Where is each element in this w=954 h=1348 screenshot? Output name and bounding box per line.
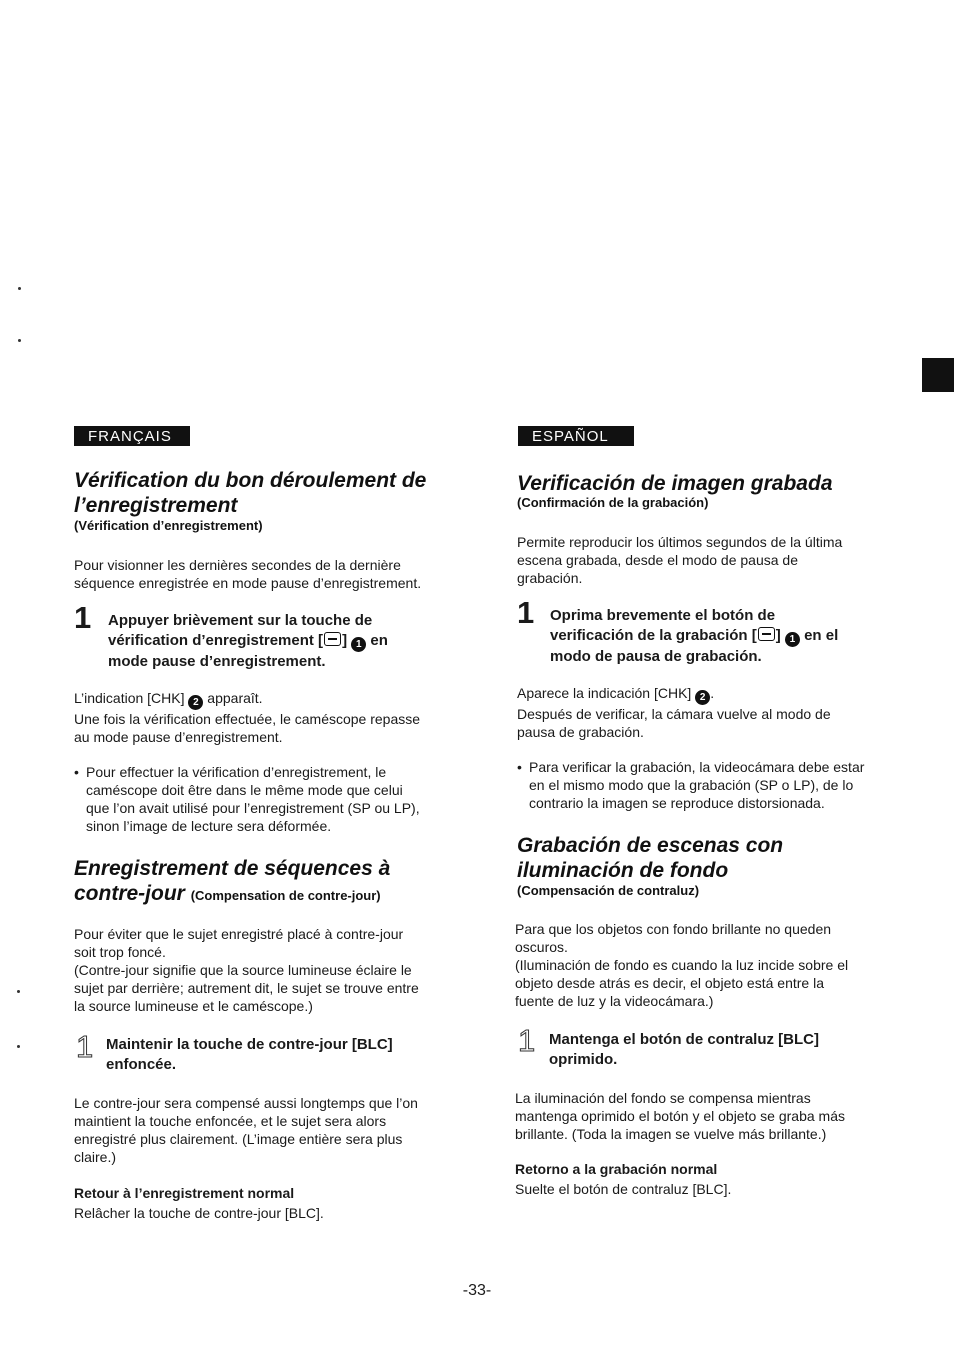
text-fragment: Aparece la indicación [CHK]	[517, 685, 696, 701]
section-title-backlight	[74, 856, 484, 908]
text-line: caméscope doit être dans le même mode que celui	[86, 782, 403, 798]
text-line: Para que los objetos con fondo brillante no queden	[515, 921, 832, 937]
check-button-icon	[758, 627, 775, 641]
section-title-verification: Verificación de imagen grabada	[517, 472, 833, 495]
text-line: soit trop foncé.	[74, 944, 166, 960]
text-fragment: L’indication [CHK]	[74, 690, 189, 706]
text-line: (Contre-jour signifie que la source lumineuse éclaire le	[74, 962, 412, 978]
text-line: au mode pause d’enregistrement.	[74, 729, 283, 745]
note-bullet	[74, 763, 476, 835]
marker-two-icon: 2	[188, 695, 203, 710]
step-number: 1	[76, 1029, 94, 1064]
text-line: Oprima brevemente el botón de	[550, 607, 776, 624]
title-line: Vérification du bon déroulement de	[74, 469, 427, 492]
text-line: en el mismo modo que la grabación (SP o LP), de lo	[529, 777, 854, 793]
text-line	[517, 684, 907, 705]
text-line: brillante. (Toda la imagen se vuelve más brillante.)	[515, 1126, 827, 1142]
text-fragment: ]	[775, 627, 781, 644]
text-line: contrario la imagen se reproduce distorsionada.	[529, 795, 825, 811]
section-title-backlight	[517, 833, 917, 883]
return-text: Relâcher la touche de contre-jour [BLC].	[74, 1205, 324, 1221]
text-fragment: ]	[342, 632, 348, 649]
text-fragment: contre-jour	[74, 882, 185, 905]
text-line: séquence enregistrée en mode pause d’enregistrement.	[74, 575, 422, 591]
text-line: Une fois la vérification effectuée, le caméscope repasse	[74, 711, 421, 727]
section-subtitle: (Vérification d’enregistrement)	[74, 518, 263, 533]
text-line: Mantenga el botón de contraluz [BLC]	[549, 1031, 819, 1048]
title-line: Enregistrement de séquences à	[74, 857, 391, 880]
step-result	[517, 684, 907, 741]
language-label-french: FRANÇAIS	[74, 426, 190, 446]
text-line: (Iluminación de fondo es cuando la luz incide sobre el	[515, 957, 849, 973]
step-instruction	[106, 1035, 466, 1075]
margin-dot	[17, 1045, 20, 1048]
step-number: 1	[74, 600, 92, 635]
text-line: Permite reproducir los últimos segundos de la última	[517, 534, 843, 550]
text-line: fuente de luz y la videocámara.)	[515, 993, 714, 1009]
text-line: enfoncée.	[106, 1056, 177, 1073]
text-line: objeto desde atrás es decir, el objeto está entre la	[515, 975, 824, 991]
intro-paragraph	[74, 925, 474, 1015]
text-line: Pour éviter que le sujet enregistré placé à contre-jour	[74, 926, 404, 942]
text-line: • Para verificar la grabación, la videocámara debe estar	[529, 759, 865, 775]
title-line: iluminación de fondo	[517, 859, 729, 882]
margin-dot	[18, 287, 21, 290]
text-line: pausa de grabación.	[517, 724, 644, 740]
section-subtitle: (Confirmación de la grabación)	[517, 495, 709, 510]
text-line: claire.)	[74, 1149, 117, 1165]
margin-dot	[17, 990, 20, 993]
intro-paragraph	[515, 920, 905, 1010]
text-line: mode pause d’enregistrement.	[108, 653, 326, 670]
section-subtitle: (Compensation de contre-jour)	[190, 888, 381, 903]
title-line: l’enregistrement	[74, 494, 238, 517]
marker-two-icon: 2	[695, 690, 710, 705]
text-line	[550, 626, 910, 647]
step-instruction	[550, 606, 910, 667]
text-line: sujet par derrière; autrement dit, le sujet se trouve entre	[74, 980, 419, 996]
step-instruction	[108, 611, 468, 672]
text-line: maintient la touche enfoncée, et le sujet sera alors	[74, 1113, 387, 1129]
text-fragment: verificación de la grabación [	[550, 627, 757, 644]
text-line: mantenga oprimido el botón y el objeto se graba más	[515, 1108, 845, 1124]
step-instruction	[549, 1030, 909, 1070]
text-line	[74, 689, 474, 710]
text-line: sinon l’image de lecture sera déformée.	[86, 818, 332, 834]
section-title-verification	[74, 468, 474, 518]
text-line: oscuros.	[515, 939, 568, 955]
text-line: grabación.	[517, 570, 583, 586]
language-label-spanish: ESPAÑOL	[518, 426, 634, 446]
text-fragment: apparaît.	[203, 690, 263, 706]
text-fragment: en	[366, 632, 388, 649]
step-number: 1	[517, 595, 535, 630]
text-fragment: en el	[799, 627, 839, 644]
note-bullet	[517, 758, 914, 812]
marker-one-icon: 1	[351, 637, 366, 652]
return-heading: Retour à l’enregistrement normal	[74, 1185, 295, 1201]
text-line: Appuyer brièvement sur la touche de	[108, 612, 373, 629]
text-fragment: vérification d’enregistrement [	[108, 632, 324, 649]
margin-dot	[18, 339, 21, 342]
step-number: 1	[518, 1023, 536, 1058]
page-number: -33-	[462, 1282, 492, 1299]
text-line: La iluminación del fondo se compensa mientras	[515, 1090, 811, 1106]
text-line: • Pour effectuer la vérification d’enregistrement, le	[86, 764, 387, 780]
text-line: Maintenir la touche de contre-jour [BLC]	[106, 1036, 393, 1053]
intro-paragraph	[74, 556, 474, 592]
title-line	[74, 881, 484, 908]
step-result	[74, 689, 474, 746]
marker-one-icon: 1	[785, 632, 800, 647]
text-line	[108, 631, 468, 652]
text-line: que l’on avait utilisé pour l’enregistrement (SP ou LP),	[86, 800, 420, 816]
text-fragment: .	[710, 685, 715, 701]
step-result	[74, 1094, 474, 1166]
step-result	[515, 1089, 905, 1143]
page-edge-tab	[922, 358, 954, 392]
text-line: enregistré plus clairement. (L’image entière sera plus	[74, 1131, 403, 1147]
check-button-icon	[324, 632, 341, 646]
return-text: Suelte el botón de contraluz [BLC].	[515, 1181, 732, 1197]
text-line: Después de verificar, la cámara vuelve al modo de	[517, 706, 831, 722]
title-line: Grabación de escenas con	[517, 834, 784, 857]
text-line: escena grabada, desde el modo de pausa de	[517, 552, 798, 568]
text-line: modo de pausa de grabación.	[550, 648, 762, 665]
text-line: Pour visionner les dernières secondes de la dernière	[74, 557, 401, 573]
text-line: Le contre-jour sera compensé aussi longtemps que l’on	[74, 1095, 418, 1111]
text-line: la source lumineuse et le caméscope.)	[74, 998, 313, 1014]
return-heading: Retorno a la grabación normal	[515, 1161, 718, 1177]
section-subtitle: (Compensación de contraluz)	[517, 883, 700, 898]
intro-paragraph	[517, 533, 907, 587]
text-line: oprimido.	[549, 1051, 618, 1068]
